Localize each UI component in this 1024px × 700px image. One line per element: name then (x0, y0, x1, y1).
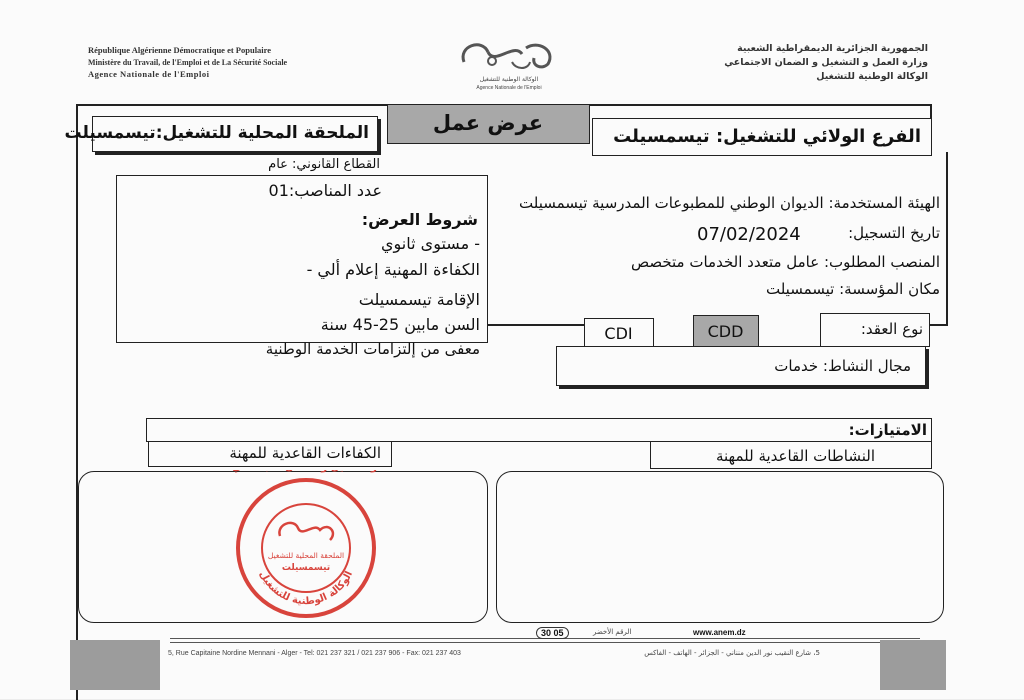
header-ar-line3: الوكالة الوطنية للتشغيل (816, 71, 928, 82)
stamp-ring-text (232, 470, 380, 473)
positions-count: عدد المناصب:01 (268, 181, 382, 200)
footer-hotline-label: الرقم الأخضر (590, 628, 634, 636)
footer-address-fr: 5, Rue Capitaine Nordine Mennani - Alger - Tel: 021 237 321 / 021 237 906 - Fax: 021 237 403 (168, 650, 461, 657)
logo-caption-fr: Agence Nationale de l'Emploi (476, 85, 542, 91)
scan-artifact-right (880, 640, 946, 690)
activities-header: النشاطات القاعدية للمهنة (715, 447, 875, 465)
scan-artifact-left (70, 640, 160, 690)
offer-title-box (387, 104, 590, 144)
activities-panel (496, 471, 944, 623)
footer-rule-2 (170, 642, 920, 643)
footer-hotline: 30 05 (536, 627, 569, 639)
condition-item: الكفاءة المهنية إعلام ألي - (306, 260, 480, 279)
regional-branch-text: الفرع الولائي للتشغيل: تيسمسيلت (613, 126, 921, 147)
condition-item: - مستوى ثانوي (381, 234, 480, 253)
official-stamp (232, 470, 380, 620)
contract-option-cdd-selected (693, 315, 759, 349)
conditions-title: شروط العرض: (361, 210, 478, 229)
contract-type-box (820, 313, 930, 347)
header-fr-line2: Ministère du Travail, de l'Emploi et de La Sécurité Sociale (88, 58, 288, 67)
offer-title: عرض عمل (432, 111, 544, 135)
legal-sector: القطاع القانوني: عام (268, 157, 380, 172)
skills-header-box (148, 441, 392, 467)
activity-field-text: مجال النشاط: خدمات (774, 357, 911, 375)
footer-web: www.anem.dz (690, 628, 749, 637)
exempt-note: معفى من إلتزامات الخدمة الوطنية (265, 340, 480, 358)
activity-field-box (556, 346, 926, 386)
condition-item: الإقامة تيسمسيلت (358, 290, 480, 309)
contract-type-label: نوع العقد: (860, 320, 923, 338)
anem-logo-icon (452, 36, 566, 76)
privileges-box (146, 418, 932, 442)
activities-header-box (650, 441, 932, 469)
local-agency-box (64, 116, 378, 152)
privileges-label: الامتيازات: (848, 421, 927, 439)
reg-date-label: تاريخ التسجيل: (848, 224, 940, 242)
employer-line: الهيئة المستخدمة: الديوان الوطني للمطبوعات المدرسية تيسمسيلت (519, 194, 940, 212)
local-agency-text: الملحقة المحلية للتشغيل:تيسمسيلت (64, 123, 369, 143)
skills-header: الكفاءات القاعدية للمهنة (229, 444, 381, 462)
header-ar-line2: وزارة العمل و التشغيل و الضمان الاجتماعي (724, 57, 928, 68)
reg-date-value: 07/02/2024 (697, 224, 801, 245)
position-line: المنصب المطلوب: عامل متعدد الخدمات متخصص (630, 253, 940, 271)
stamp-seal-icon (232, 470, 380, 620)
condition-item: السن مابين 25-45 سنة (320, 315, 480, 334)
header-fr-line3: Agence Nationale de l'Emploi (88, 69, 210, 79)
place-line: مكان المؤسسة: تيسمسيلت (765, 280, 940, 298)
stamp-center-line1: الملحقة المحلية للتشغيل (267, 551, 345, 560)
cdi-label: CDI (604, 324, 633, 343)
regional-branch-box (592, 118, 932, 156)
header-fr-line1: République Algérienne Démocratique et Populaire (88, 45, 272, 55)
logo-caption-ar: الوكالة الوطنية للتشغيل (479, 76, 539, 83)
anem-logo (452, 36, 566, 94)
connector-line (488, 324, 584, 326)
footer-address-ar: 5، شارع النقيب نور الدين منناني - الجزائر - الهاتف - الفاكس (644, 649, 820, 657)
stamp-bottom-ring-text: الوكالة الوطنية للتشغيل (256, 569, 356, 608)
stamp-center-line2: تيسمسيلت (281, 563, 331, 573)
cdd-label: CDD (707, 322, 744, 341)
header-ar-line1: الجمهورية الجزائرية الديمقراطية الشعبية (737, 43, 928, 54)
frame-right-inner-line (946, 152, 948, 326)
